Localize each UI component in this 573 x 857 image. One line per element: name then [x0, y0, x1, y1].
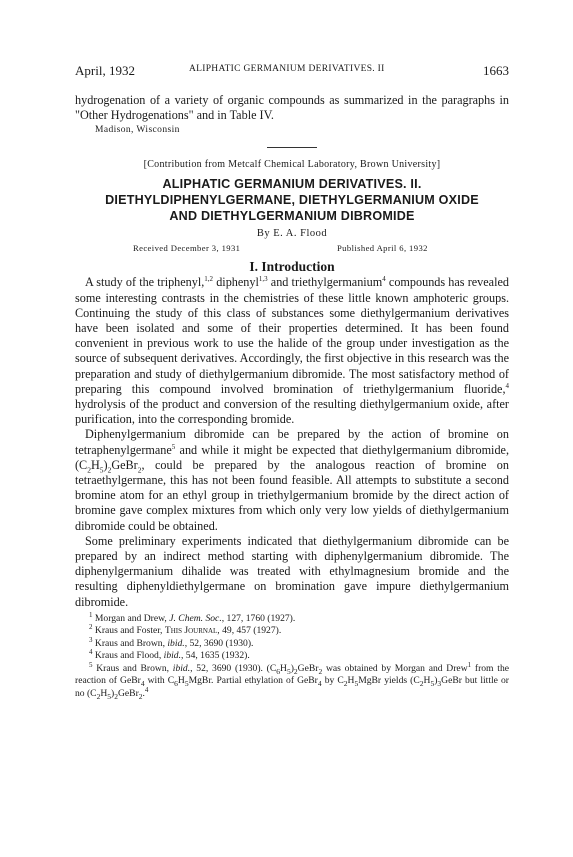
- title-line-3: AND DIETHYLGERMANIUM DIBROMIDE: [169, 209, 415, 224]
- article-title: [75, 176, 509, 224]
- running-title: ALIPHATIC GERMANIUM DERIVATIVES. II: [189, 64, 385, 74]
- footnotes: [75, 610, 509, 701]
- footnote-5: $^5$ Kraus and Brown, ibid., 52, 3690 (1930). $(C_6H_5)_2GeBr_2$ was obtained by Morgan and Drew$^1$ from the reaction of GeBr$_4$ with $C_6H_5MgBr$. Partial ethylation of GeBr$_4$ by $C_2H_5MgBr$ yields $(C_2H_5)_3GeBr$ but little or no $(C_2H_5)_2GeBr_2.^4$: [75, 660, 509, 701]
- footnote-4: $^4$ Kraus and Flood, ibid., 54, 1635 (1932).: [89, 648, 250, 662]
- page-number: 1663: [483, 63, 509, 78]
- footnote-2: $^2$ Kraus and Foster, This Journal, 49, 457 (1927).: [89, 623, 282, 637]
- title-line-1: ALIPHATIC GERMANIUM DERIVATIVES. II.: [162, 177, 422, 192]
- byline: By E. A. Flood: [256, 228, 328, 240]
- page-body: [75, 93, 509, 700]
- title-line-2: DIETHYLDIPHENYLGERMANE, DIETHYLGERMANIUM OXIDE: [105, 193, 479, 208]
- introduction-paragraph-3: Some preliminary experiments indicated that diethylgermanium dibromide can be prepared by an indirect method starting with diphenylgermanium dibromide. The diphenylgermanium dihalide was treated with ethylmagnesium bromide and the resulting diphenyldiethylgermane on bromination gave impure diethylgermanium dibromide.: [75, 533, 509, 609]
- footnote-3: $^3$ Kraus and Brown, ibid., 52, 3690 (1930).: [89, 635, 254, 649]
- section-divider: [267, 147, 317, 148]
- introduction-paragraph-1: A study of the triphenyl,$^{1,2}$ diphenyl$^{1,3}$ and triethylgermanium$^4$ compounds has revealed some interesting contrasts in the chemistries of these little known amphoteric groups. Continuing the study of this class of substances some diethylgermanium derivatives have been isolated and some of their properties determined. It has been found convenient in previous work to use the halide of the group under investigation as the source of subsequent derivatives. Accordingly, the first objective in this research was the preparation and study of diethylgermanium dibromide. The most satisfactory method of preparing this compound involved bromination of triethylgermanium fluoride,$^4$ hydrolysis of the product and conversion of the resulting diethylgermanium oxide, after purification, into the corresponding bromide.: [75, 275, 509, 427]
- section-heading: I. Introduction: [249, 259, 335, 275]
- carryover-paragraph: hydrogenation of a variety of organic compounds as summarized in the paragraphs in "Other Hydrogenations" and in Table IV.: [75, 93, 509, 123]
- issue-date: April, 1932: [75, 63, 135, 78]
- author-location: Madison, Wisconsin: [95, 125, 180, 136]
- running-header: [75, 63, 509, 81]
- contribution-line: [Contribution from Metcalf Chemical Laboratory, Brown University]: [143, 159, 441, 171]
- received-date: Received December 3, 1931: [133, 243, 241, 254]
- dates-line: [75, 243, 509, 255]
- footnote-1: $^1$ Morgan and Drew, J. Chem. Soc., 127, 1760 (1927).: [89, 610, 296, 624]
- published-date: Published April 6, 1932: [337, 243, 428, 254]
- introduction-paragraph-2: Diphenylgermanium dibromide can be prepared by the action of bromine on tetraphenylgermane$^5$ and while it might be expected that diethylgermanium dibromide, $(C_2H_5)_2GeBr_2$, could be prepared by the analogous reaction of bromine on tetraethylgermane, this has not been found feasible. All attempts to substitute a second bromine atom for an ethyl group in triethylgermanium bromide by the direct action of bromine gave complex mixtures from which only very low yields of diethylgermanium dibromide could be obtained.: [75, 427, 509, 533]
